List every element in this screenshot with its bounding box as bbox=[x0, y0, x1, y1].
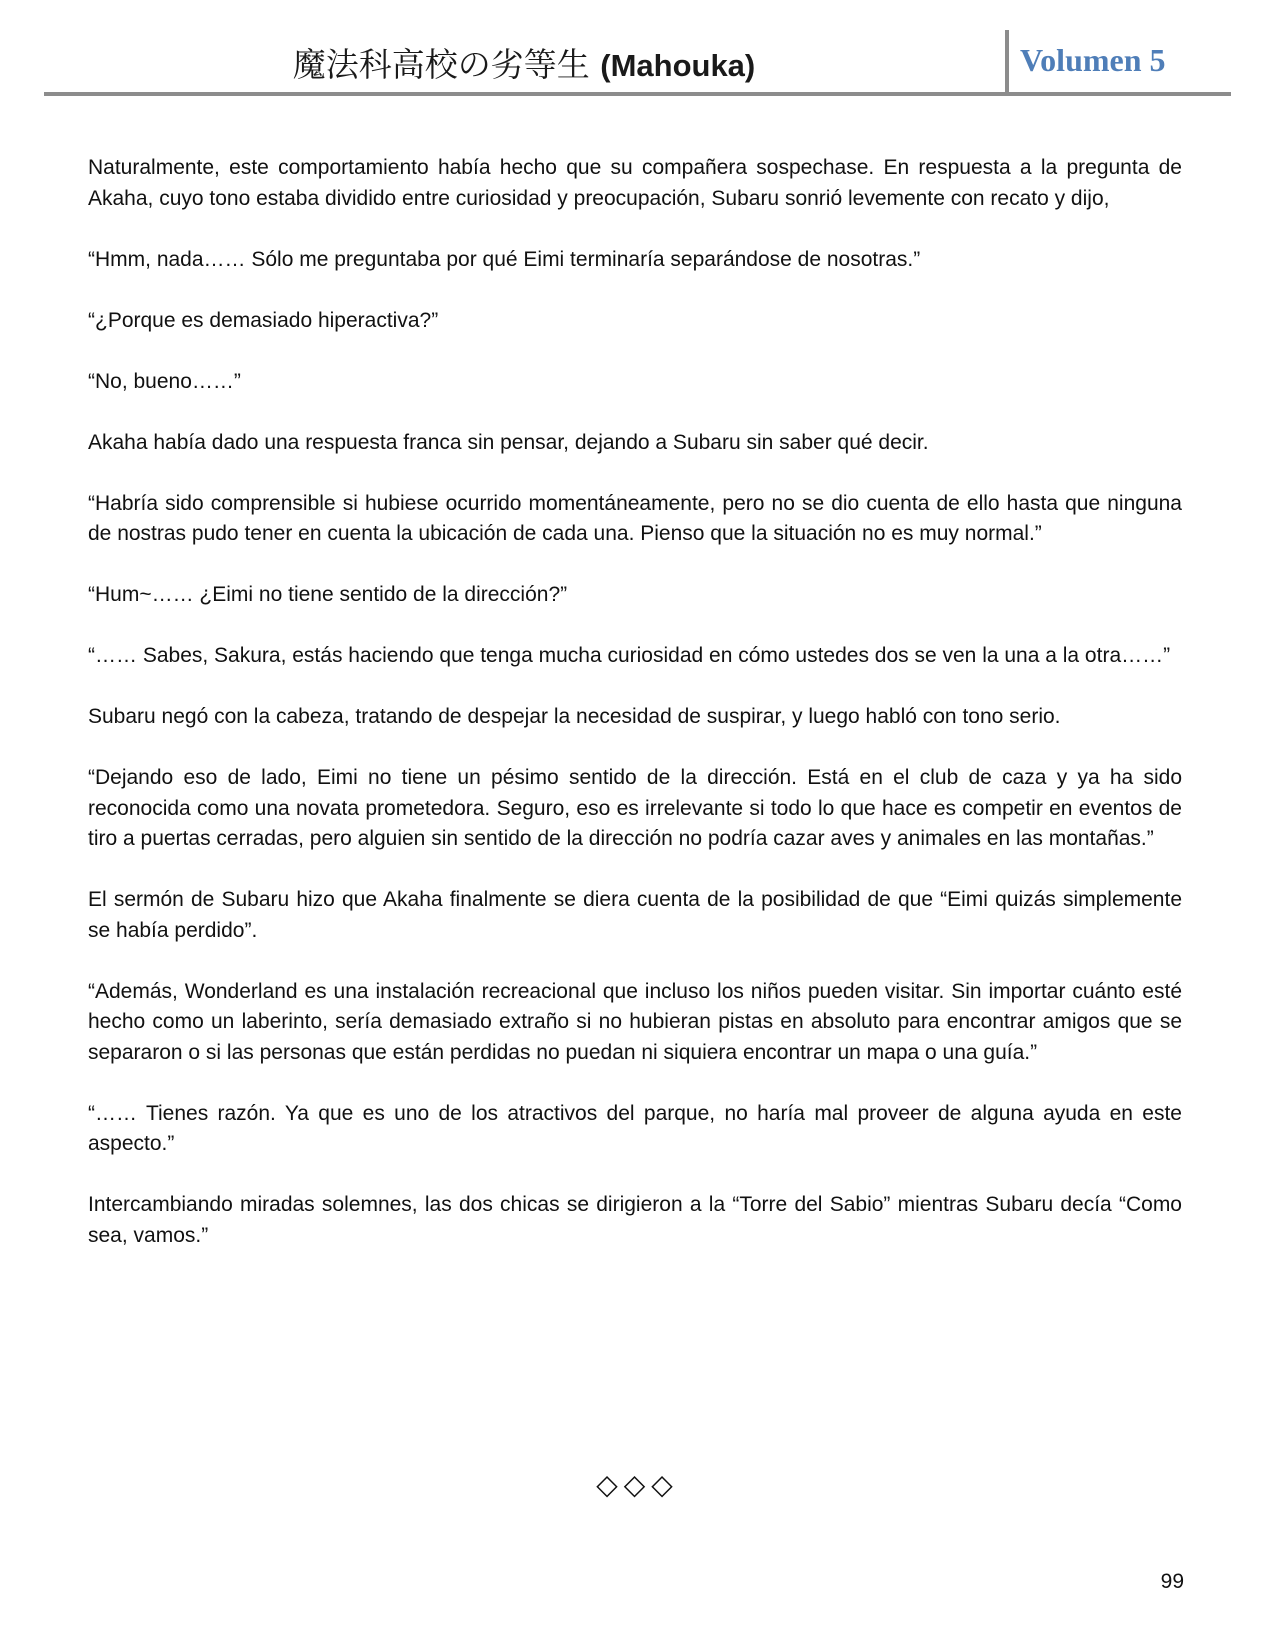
book-title bbox=[44, 42, 1004, 89]
paragraph-7: “Hum~…… ¿Eimi no tiene sentido de la dirección?” bbox=[88, 583, 568, 606]
paragraph-6: “Habría sido comprensible si hubiese ocurrido momentáneamente, pero no se dio cuenta de ello hasta que ninguna de nostras pudo tener en cuenta la ubicación de cada una. Pienso que la situación no es muy normal.” bbox=[88, 491, 1182, 545]
book-title-japanese: 魔法科高校の劣等生 bbox=[292, 45, 590, 84]
paragraph-4: “No, bueno……” bbox=[88, 369, 241, 393]
paragraph-13: “…… Tienes razón. Ya que es uno de los atractivos del parque, no haría mal proveer de alguna ayuda en este aspecto.” bbox=[88, 1101, 1182, 1155]
paragraph-2: “Hmm, nada…… Sólo me preguntaba por qué Eimi terminaría separándose de nosotras.” bbox=[88, 247, 921, 271]
paragraph-14: Intercambiando miradas solemnes, las dos chicas se dirigieron a la “Torre del Sabio” mientras Subaru decía “Como sea, vamos.” bbox=[88, 1193, 1182, 1247]
paragraph-3: “¿Porque es demasiado hiperactiva?” bbox=[88, 308, 439, 332]
scene-break-diamonds: ◇◇◇ bbox=[596, 1468, 679, 1501]
paragraph-8: “…… Sabes, Sakura, estás haciendo que tenga mucha curiosidad en cómo ustedes dos se ven la una a la otra……” bbox=[88, 644, 1171, 667]
paragraph-5: Akaha había dado una respuesta franca sin pensar, dejando a Subaru sin saber qué decir. bbox=[88, 430, 929, 454]
header-vertical-divider bbox=[1005, 30, 1009, 92]
paragraph-9: Subaru negó con la cabeza, tratando de despejar la necesidad de suspirar, y luego habló con tono serio. bbox=[88, 705, 1061, 728]
paragraph-10: “Dejando eso de lado, Eimi no tiene un pésimo sentido de la dirección. Está en el club de caza y ya ha sido reconocida como una novata prometedora. Seguro, eso es irrelevante si todo lo que hace es competir en eventos de tiro a puertas cerradas, pero alguien sin sentido de la dirección no podría cazar aves y animales en las montañas.” bbox=[88, 766, 1182, 850]
book-title-romaji: (Mahouka) bbox=[600, 48, 756, 83]
paragraph-1: Naturalmente, este comportamiento había hecho que su compañera sospechase. En respuesta a la pregunta de Akaha, cuyo tono estaba dividido entre curiosidad y preocupación, Subaru sonrió levemente con recato y dijo, bbox=[88, 156, 1182, 210]
volume-label: Volumen 5 bbox=[1020, 42, 1166, 78]
body-text bbox=[88, 153, 1182, 1282]
header-rule bbox=[44, 92, 1231, 96]
paragraph-12: “Además, Wonderland es una instalación recreacional que incluso los niños pueden visitar. Sin importar cuánto esté hecho como un laberinto, sería demasiado extraño si no hubieran pistas en absoluto para encontrar amigos que se separaron o si las personas que están perdidas no puedan ni siquiera encontrar un mapa o una guía.” bbox=[88, 979, 1182, 1064]
page-header bbox=[44, 28, 1231, 96]
page-number: 99 bbox=[1160, 1570, 1184, 1593]
paragraph-11: El sermón de Subaru hizo que Akaha finalmente se diera cuenta de la posibilidad de que “Eimi quizás simplemente se había perdido”. bbox=[88, 888, 1182, 942]
